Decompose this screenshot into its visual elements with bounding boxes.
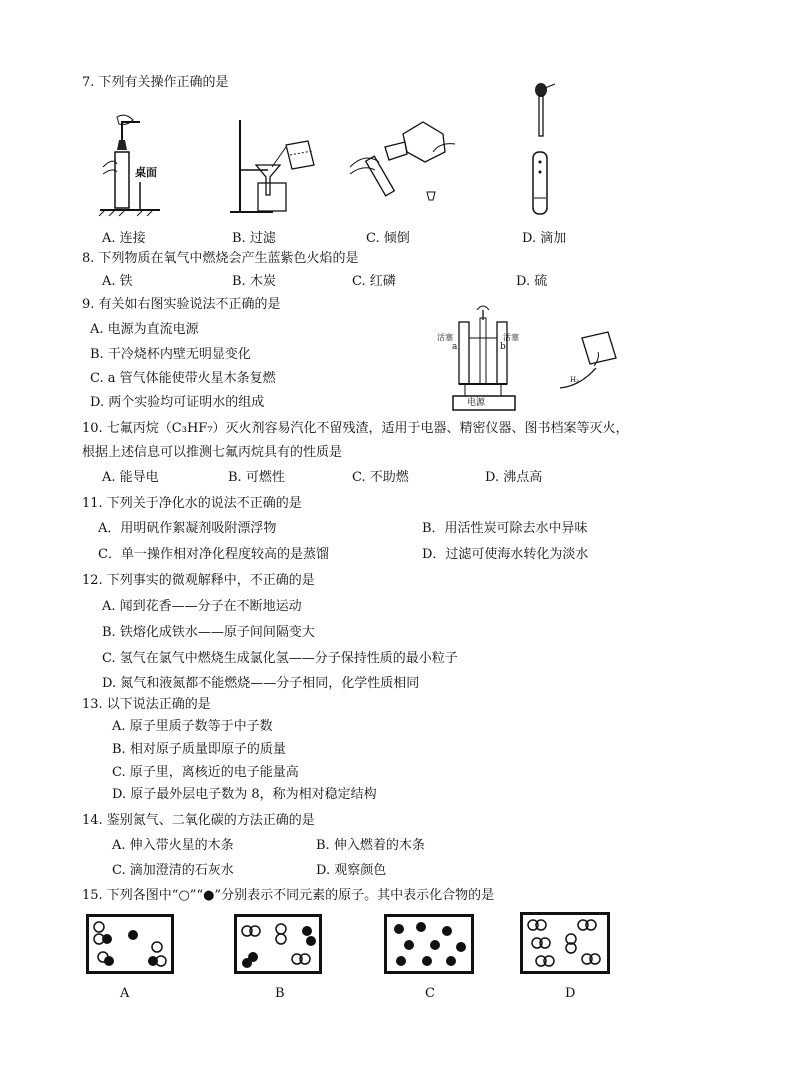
q7-option-b[interactable]: B. 过滤 (232, 231, 276, 246)
q10-option-b[interactable]: B. 可燃性 (228, 470, 285, 485)
q7-figure-b-filtration (228, 115, 323, 215)
q7-option-d[interactable]: D. 滴加 (522, 231, 567, 246)
q9-label-left-valve: 活塞 (437, 333, 453, 342)
q10-stem-line2: 根据上述信息可以推测七氟丙烷具有的性质是 (82, 445, 343, 460)
q9-option-b[interactable]: B. 干冷烧杯内壁无明显变化 (90, 347, 251, 362)
q9-label-h2: H₂ (570, 376, 579, 384)
q15-label-b: B (275, 986, 285, 1001)
q13-stem: 13. 以下说法正确的是 (82, 697, 211, 712)
q9-option-d[interactable]: D. 两个实验均可证明水的组成 (90, 395, 265, 410)
q12-option-b[interactable]: B. 铁熔化成铁水——原子间间隔变大 (102, 625, 315, 640)
q8-stem: 8. 下列物质在氧气中燃烧会产生蓝紫色火焰的是 (82, 251, 359, 266)
q8-option-b[interactable]: B. 木炭 (232, 274, 276, 289)
q12-option-a[interactable]: A. 闻到花香——分子在不断地运动 (102, 599, 302, 614)
q14-option-a[interactable]: A. 伸入带火星的木条 (112, 838, 234, 853)
q13-option-a[interactable]: A. 原子里质子数等于中子数 (112, 719, 273, 734)
q11-stem: 11. 下列关于净化水的说法不正确的是 (82, 496, 302, 511)
q14-stem: 14. 鉴别氮气、二氧化碳的方法正确的是 (82, 813, 315, 828)
q12-option-c[interactable]: C. 氢气在氯气中燃烧生成氯化氢——分子保持性质的最小粒子 (102, 651, 458, 666)
q7-option-a[interactable]: A. 连接 (102, 231, 146, 246)
q11-option-d[interactable]: D．过滤可使海水转化为淡水 (422, 547, 589, 562)
q11-option-c[interactable]: C．单一操作相对净化程度较高的是蒸馏 (98, 547, 329, 562)
q11-option-b[interactable]: B．用活性炭可除去水中异味 (422, 521, 588, 536)
q11-option-a[interactable]: A．用明矾作絮凝剂吸附漂浮物 (98, 521, 277, 536)
q15-box-b[interactable] (234, 914, 322, 974)
q10-option-a[interactable]: A. 能导电 (102, 470, 159, 485)
q8-option-d[interactable]: D. 硫 (516, 274, 548, 289)
q9-label-right-valve: 活塞 (503, 333, 519, 342)
q8-option-a[interactable]: A. 铁 (102, 274, 133, 289)
q9-option-c[interactable]: C. a 管气体能使带火星木条复燃 (90, 371, 276, 386)
q14-option-c[interactable]: C. 滴加澄清的石灰水 (112, 863, 234, 878)
q12-option-d[interactable]: D. 氮气和液氮都不能燃烧——分子相同，化学性质相同 (102, 676, 420, 691)
q15-box-a[interactable] (86, 914, 174, 974)
q9-option-a[interactable]: A. 电源为直流电源 (90, 322, 199, 337)
q7-stem: 7. 下列有关操作正确的是 (82, 75, 229, 90)
q13-option-d[interactable]: D. 原子最外层电子数为 8，称为相对稳定结构 (112, 787, 377, 802)
q9-label-a: a (452, 342, 458, 352)
q9-figure-electrolysis (445, 300, 535, 415)
q9-stem: 9. 有关如右图实验说法不正确的是 (82, 297, 281, 312)
q7-figure-d-dropping (515, 80, 565, 220)
q7-figure-a-connecting (95, 112, 165, 217)
q7-desk-label: 桌面 (135, 166, 157, 179)
q10-stem-line1: 10. 七氟丙烷（C₃HF₇）灭火剂容易汽化不留残渣，适用于电器、精密仪器、图书档案等灭火， (82, 421, 629, 436)
q9-figure-hydrogen-beaker (558, 330, 618, 395)
q14-option-b[interactable]: B. 伸入燃着的木条 (316, 838, 425, 853)
q8-option-c[interactable]: C. 红磷 (352, 274, 396, 289)
q15-label-d: D (565, 986, 576, 1001)
q15-label-c: C (425, 986, 435, 1001)
q13-option-b[interactable]: B. 相对原子质量即原子的质量 (112, 742, 286, 757)
q15-stem: 15. 下列各图中“○”“●”分别表示不同元素的原子。其中表示化合物的是 (82, 888, 495, 903)
q15-box-c[interactable] (384, 914, 474, 974)
q7-figure-c-pouring (345, 112, 460, 207)
q9-label-power: 电源 (467, 398, 486, 408)
q12-stem: 12. 下列事实的微观解释中，不正确的是 (82, 573, 315, 588)
q14-option-d[interactable]: D. 观察颜色 (316, 863, 387, 878)
q10-option-c[interactable]: C. 不助燃 (352, 470, 409, 485)
q13-option-c[interactable]: C. 原子里，离核近的电子能量高 (112, 765, 299, 780)
q10-option-d[interactable]: D. 沸点高 (485, 470, 543, 485)
q15-label-a: A (120, 986, 130, 1001)
q15-box-d[interactable] (520, 912, 610, 974)
q7-option-c[interactable]: C. 倾倒 (366, 231, 410, 246)
q9-label-b: b (500, 342, 506, 352)
